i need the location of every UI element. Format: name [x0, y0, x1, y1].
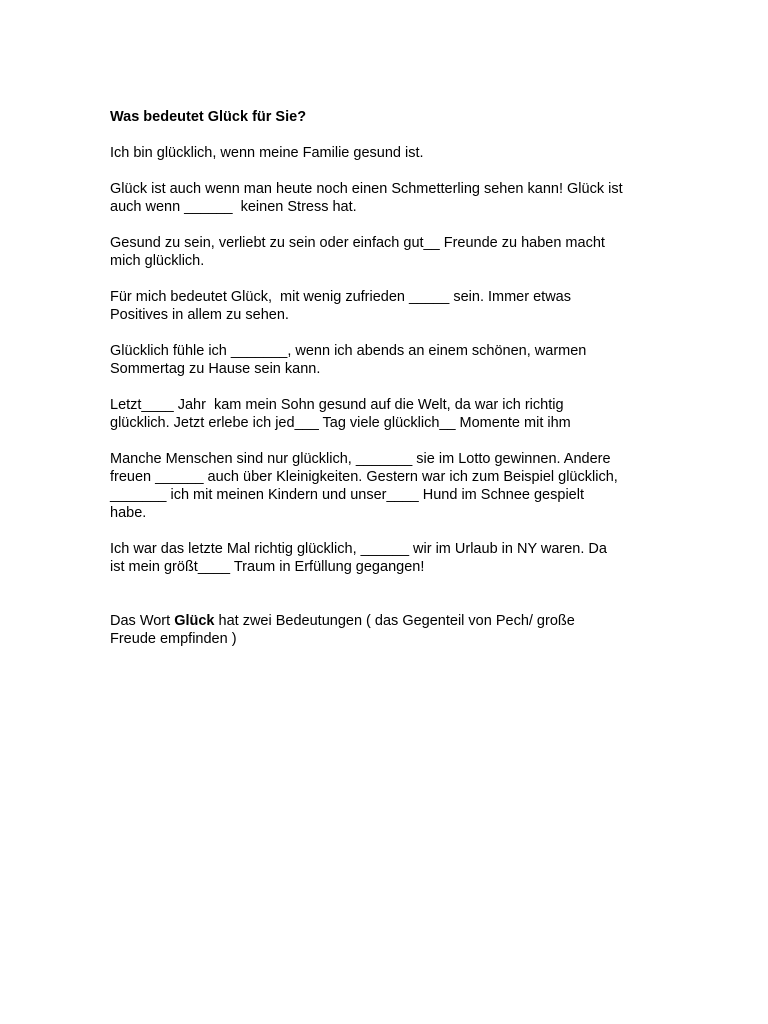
paragraph-line: habe.	[110, 505, 147, 521]
bold-keyword: Glück	[174, 613, 215, 629]
paragraph-line: _______ ich mit meinen Kindern und unser____ Hund im Schnee gespielt	[110, 487, 584, 503]
paragraph-3	[110, 234, 670, 270]
paragraph-line: Sommertag zu Hause sein kann.	[110, 361, 321, 377]
closing-line-1	[110, 612, 670, 630]
paragraph-line: Glück ist auch wenn man heute noch einen Schmetterling sehen kann! Glück ist	[110, 181, 623, 197]
paragraph-6	[110, 396, 670, 432]
paragraph-line: Ich bin glücklich, wenn meine Familie gesund ist.	[110, 145, 424, 161]
paragraph-8	[110, 540, 670, 576]
paragraph-line: Ich war das letzte Mal richtig glücklich, ______ wir im Urlaub in NY waren. Da	[110, 541, 607, 557]
paragraph-line: ist mein größt____ Traum in Erfüllung gegangen!	[110, 559, 425, 575]
paragraph-line: mich glücklich.	[110, 253, 205, 269]
paragraph-line: Für mich bedeutet Glück, mit wenig zufrieden _____ sein. Immer etwas	[110, 289, 571, 305]
paragraph-1	[110, 144, 670, 162]
paragraph-5	[110, 342, 670, 378]
paragraph-line: glücklich. Jetzt erlebe ich jed___ Tag viele glücklich__ Momente mit ihm	[110, 415, 571, 431]
paragraph-line: Glücklich fühle ich _______, wenn ich abends an einem schönen, warmen	[110, 343, 587, 359]
closing-rest: hat zwei Bedeutungen ( das Gegenteil von Pech/ große	[214, 613, 575, 629]
paragraph-line: Gesund zu sein, verliebt zu sein oder einfach gut__ Freunde zu haben macht	[110, 235, 605, 251]
paragraph-4	[110, 288, 670, 324]
paragraph-line: freuen ______ auch über Kleinigkeiten. Gestern war ich zum Beispiel glücklich,	[110, 469, 618, 485]
paragraph-2	[110, 180, 670, 216]
document-title: Was bedeutet Glück für Sie?	[110, 109, 307, 125]
closing-paragraph	[110, 612, 670, 648]
closing-line-2: Freude empfinden )	[110, 631, 237, 647]
paragraph-7	[110, 450, 670, 522]
paragraph-line: Letzt____ Jahr kam mein Sohn gesund auf die Welt, da war ich richtig	[110, 397, 564, 413]
paragraph-line: Positives in allem zu sehen.	[110, 307, 289, 323]
closing-prefix: Das Wort	[110, 613, 175, 629]
document-content	[110, 108, 670, 666]
paragraph-line: Manche Menschen sind nur glücklich, _______ sie im Lotto gewinnen. Andere	[110, 451, 611, 467]
paragraph-line: auch wenn ______ keinen Stress hat.	[110, 199, 357, 215]
